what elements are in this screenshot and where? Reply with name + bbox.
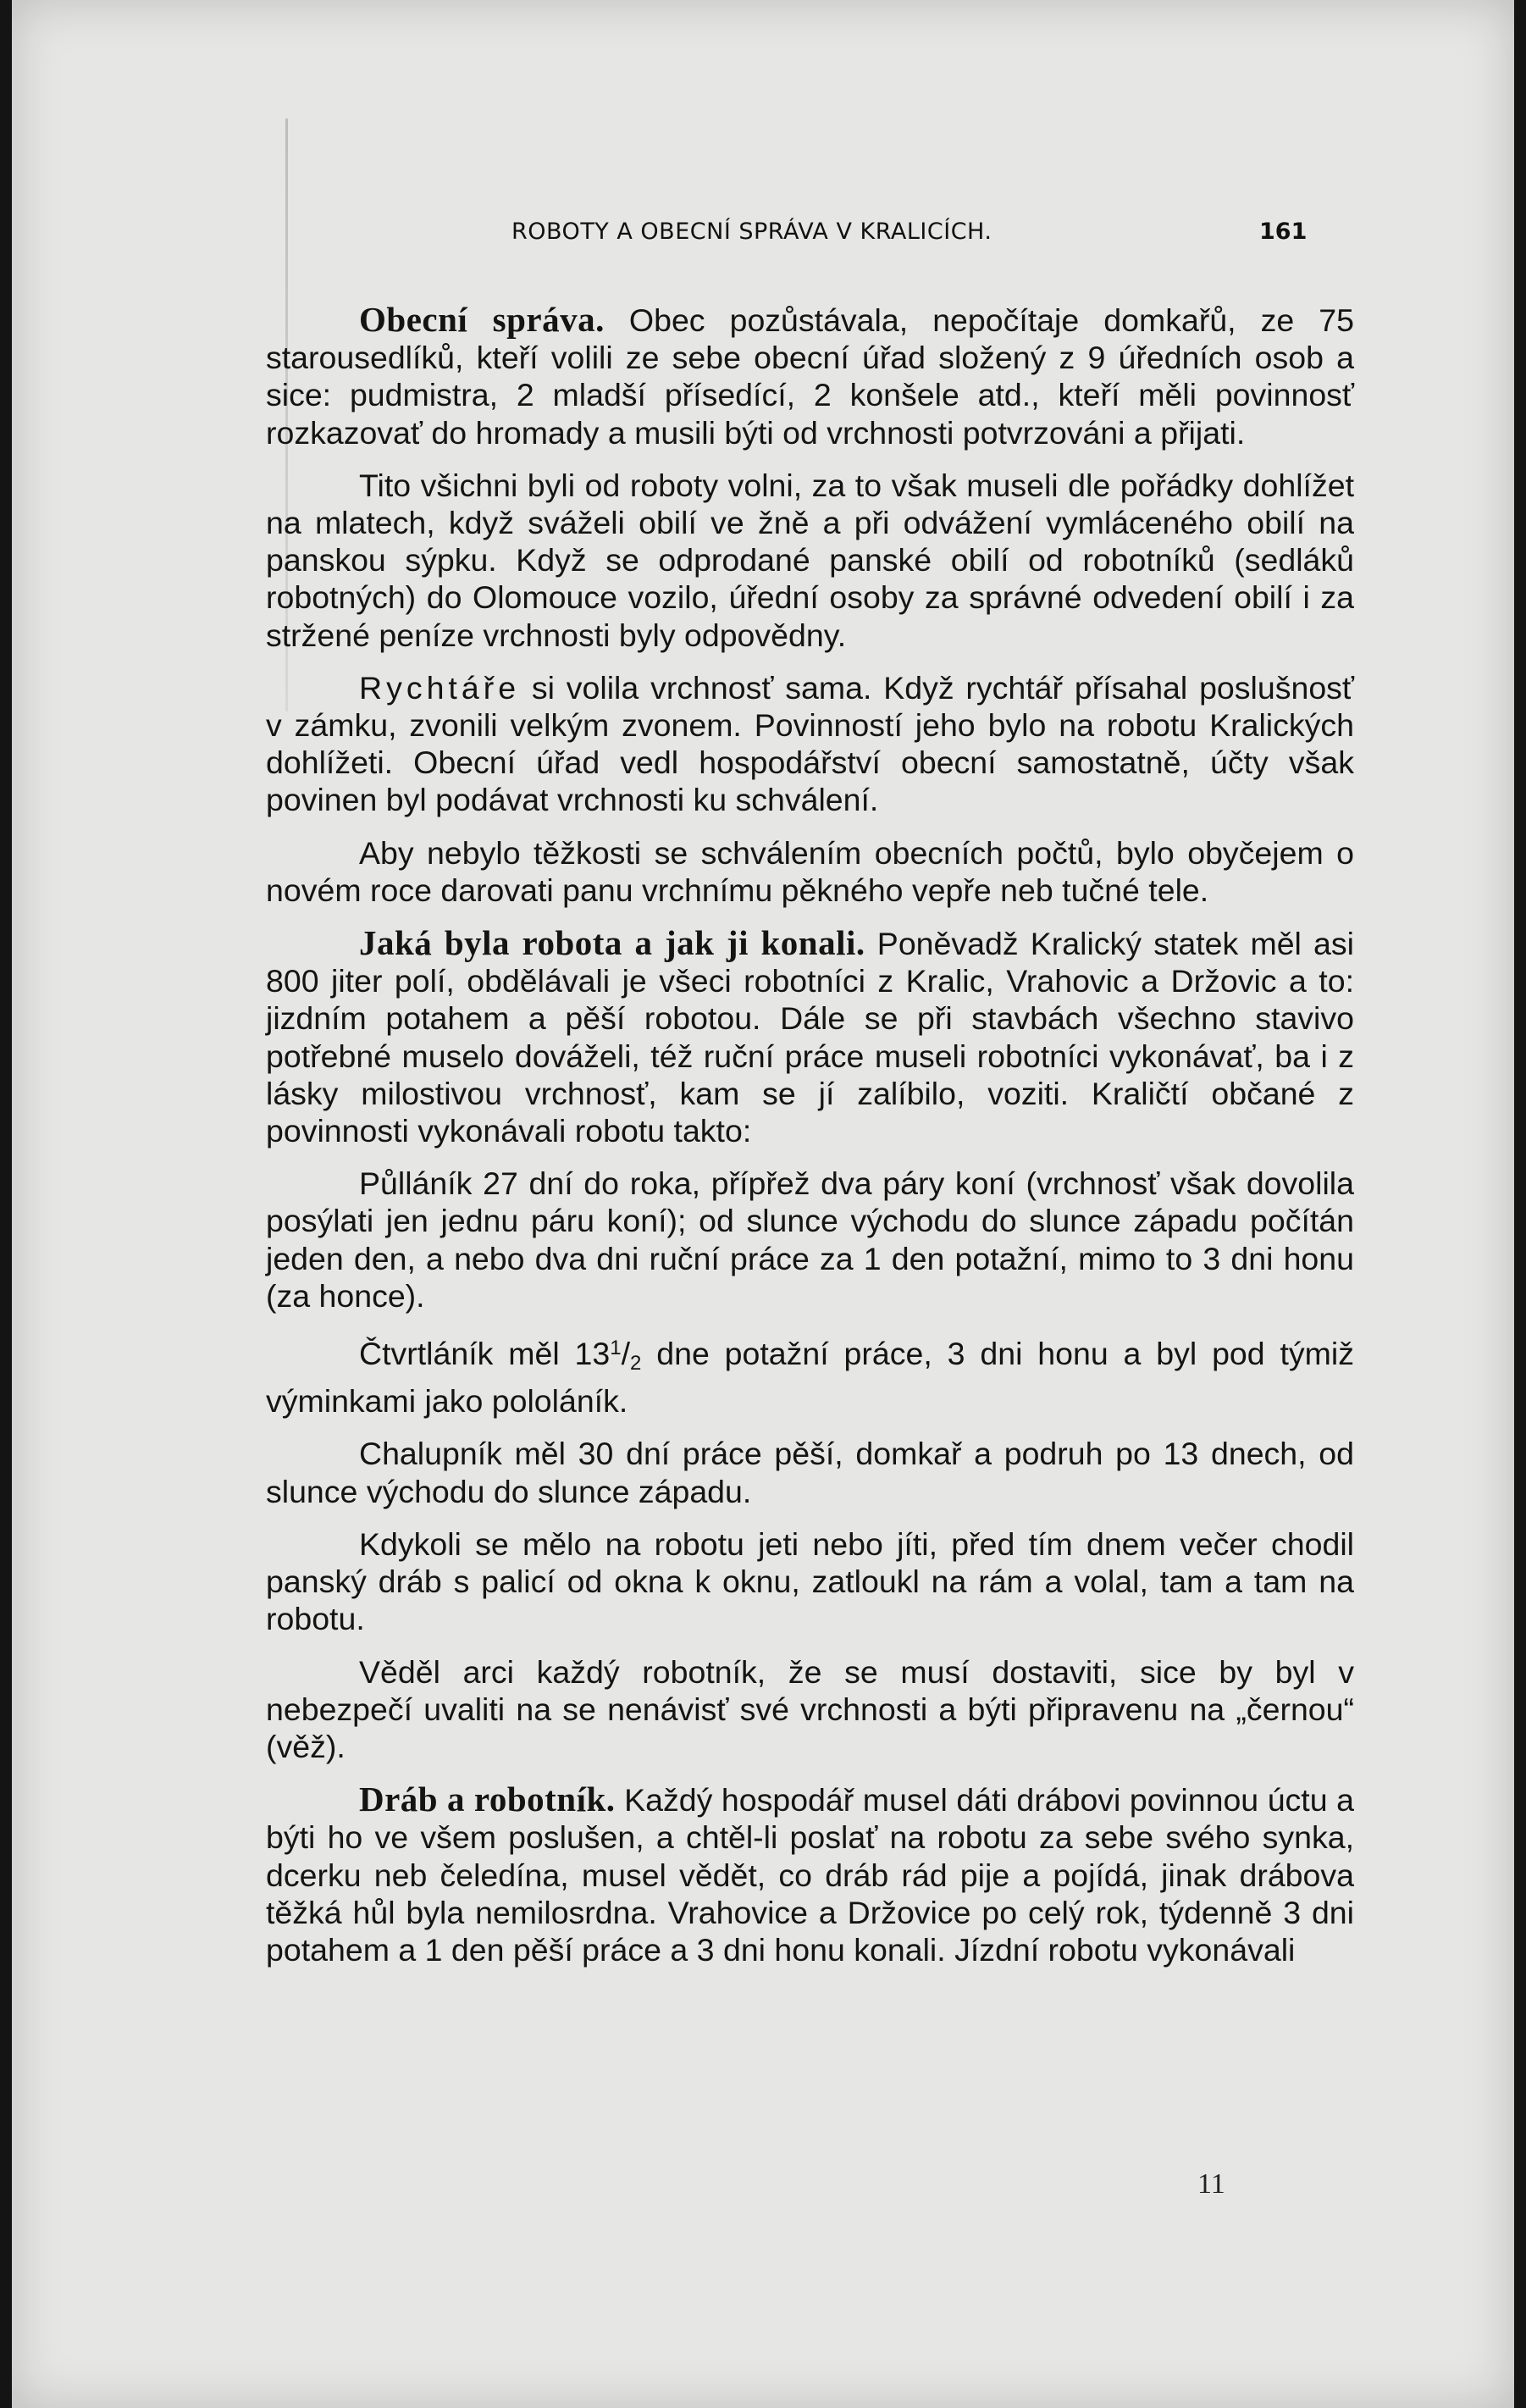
book-page: [12, 0, 1514, 2408]
spaced-emphasis: Rychtáře: [359, 669, 521, 706]
paragraph-text: Každý hospodář musel dáti drábovi povinnou úctu a býti ho ve všem poslušen, a chtěl-li poslať na robotu za sebe svého synka, dcerku neb čeledína, musel vědět, co dráb rád pije a pojídá, jinak drábova těžká hůl byla nemilosrdna. Vrahovice a Držovice po celý rok, týdenně 3 dni potahem a 1 den pěší práce a 3 dni honu konali. Jízdní robotu vykonávali: [266, 1782, 1354, 1968]
body-text: [266, 301, 1354, 1984]
section-heading-drab-a-robotnik: Dráb a robotník.: [359, 1780, 616, 1819]
paragraph-vedel: Věděl arci každý robotník, že se musí dostaviti, sice by byl v nebezpečí uvaliti na se nenávisť své vrchnosti a býti připravenu na „černou“ (věž).: [266, 1653, 1354, 1764]
section-heading-obecni-sprava: Obecní správa.: [359, 300, 605, 339]
paragraph-chalupnik: Chalupník měl 30 dní práce pěší, domkař a podruh po 13 dnech, od slunce východu do slunce západu.: [266, 1436, 1354, 1509]
paragraph-text: Poněvadž Kralický statek měl asi 800 jiter polí, obdělávali je všeci robotníci z Kralic, Vrahovic a Držovic a to: jizdním potahem a pěší robotou. Dále se při stavbách všechno stavivo potřebné muselo dováželi, též ruční práce museli robotníci vykonávať, ba i z lásky milostivou vrchnosť, kam se jí zalíbilo, voziti. Kraličtí občané z povinnosti vykonávali robotu takto:: [266, 926, 1354, 1149]
paragraph-obecni-sprava-4: Aby nebylo těžkosti se schválením obecních počtů, bylo obyčejem o novém roce darovati panu vrchnímu pěkného vepře neb tučné tele.: [266, 834, 1354, 908]
paragraph-rychtare: [266, 669, 1354, 819]
paragraph-obecni-sprava-1: [266, 301, 1354, 451]
paragraph-kdykoli: Kdykoli se mělo na robotu jeti nebo jíti, před tím dnem večer chodil panský dráb s palicí od okna k oknu, zatloukl na rám a volal, tam a tam na robotu.: [266, 1525, 1354, 1637]
fraction-numerator: 1: [610, 1337, 622, 1360]
running-header: ROBOTY A OBECNÍ SPRÁVA V KRALICÍCH.: [511, 219, 992, 245]
paragraph-jaka-byla-robota-1: [266, 924, 1354, 1149]
paragraph-text: Obec pozůstávala, nepočítaje domkařů, ze 75 starousedlíků, kteří volili ze sebe obecní úřad složený z 9 úředních osob a sice: pudmistra, 2 mladší přísedící, 2 konšele atd., kteří měli povinnosť rozkazovať do hromady a musili býti od vrchnosti potvrzováni a přijati.: [266, 302, 1354, 451]
paragraph-ctvrtlanik: [266, 1330, 1354, 1420]
paragraph-drab-a-robotnik: [266, 1780, 1354, 1968]
signature-mark: 11: [1197, 2168, 1225, 2200]
section-heading-jaka-byla-robota: Jaká byla robota a jak ji konali.: [359, 923, 865, 963]
paragraph-text: Čtvrtláník měl 13: [359, 1336, 611, 1372]
fraction-slash: /: [621, 1336, 631, 1372]
paragraph-pullanik: Půlláník 27 dní do roka, přípřež dva páry koní (vrchnosť však dovolila posýlati jen jednu páru koní); od slunce východu do slunce západu počítán jeden den, a nebo dva dni ruční práce za 1 den potažní, mimo to 3 dni honu (za honce).: [266, 1165, 1354, 1314]
paragraph-text: dne potažní práce, 3 dni honu a byl pod týmiž výminkami jako pololáník.: [266, 1336, 1354, 1420]
fraction-denominator: 2: [630, 1352, 642, 1376]
paragraph-text: si volila vrchnosť sama. Když rychtář přísahal poslušnosť v zámku, zvonili velkým zvonem. Povinností jeho bylo na robotu Kralických dohlížeti. Obecní úřad vedl hospodářství obecní samostatně, účty však povinen byl podávat vrchnosti ku schválení.: [266, 669, 1354, 818]
page-number: 161: [1259, 219, 1308, 245]
paragraph-obecni-sprava-2: Tito všichni byli od roboty volni, za to však museli dle pořádky dohlížet na mlatech, když sváželi obilí ve žně a při odvážení vymláceného obilí na panskou sýpku. Když se odprodané panské obilí od robotníků (sedláků robotných) do Olomouce vozilo, úřední osoby za správné odvedení obilí i za stržené peníze vrchnosti byly odpovědny.: [266, 467, 1354, 653]
